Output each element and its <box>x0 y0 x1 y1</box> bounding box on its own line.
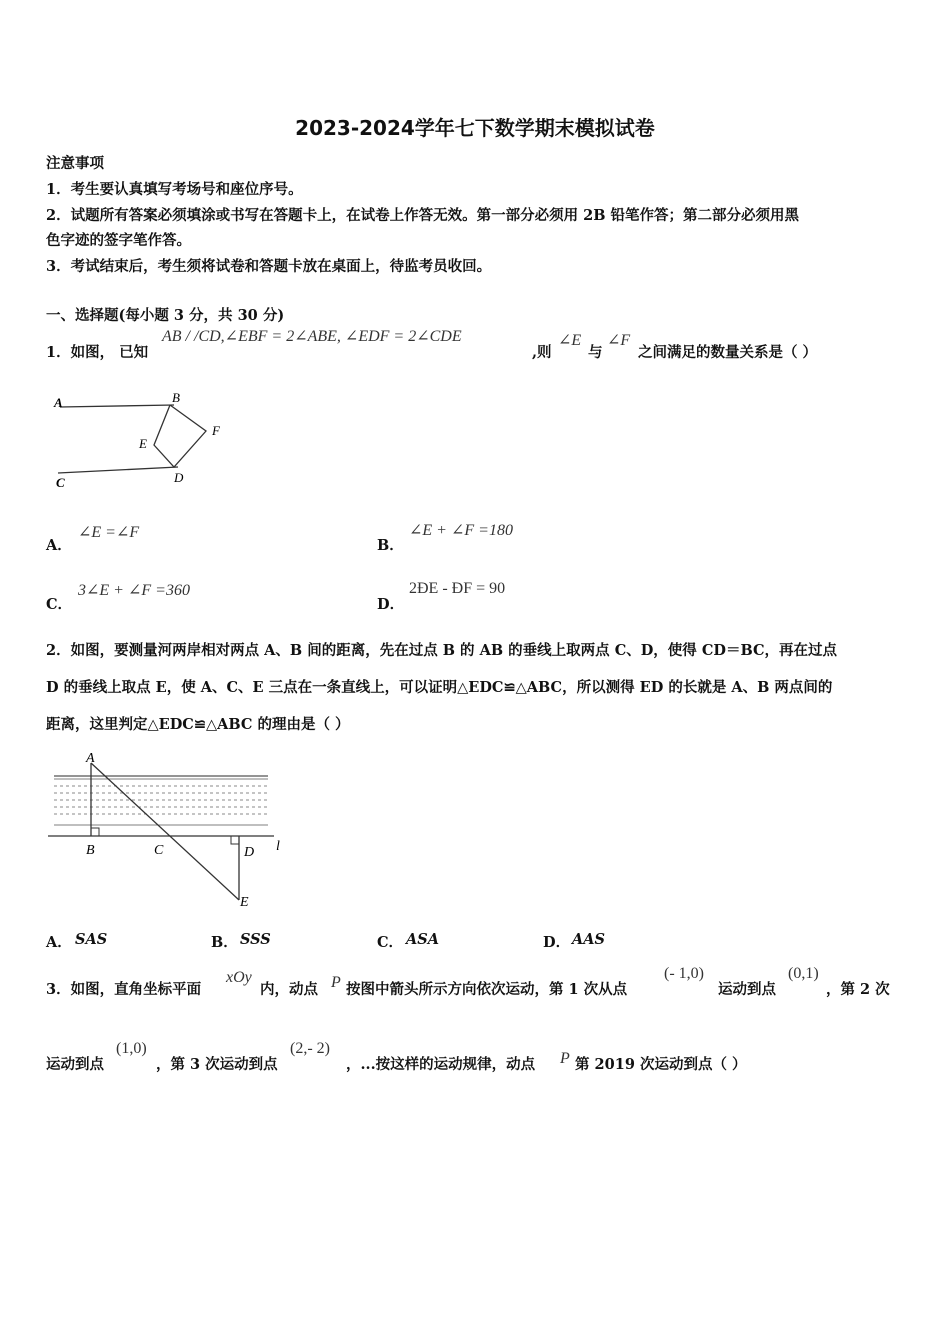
q1-option-a-label[interactable]: A． <box>46 537 72 554</box>
q3-text: 第 2019 次运动到点（ ） <box>575 1056 747 1073</box>
quadrilateral-befd <box>154 405 206 467</box>
q3-text: 3．如图，直角坐标平面 <box>46 981 202 998</box>
q3-math: (2,- 2) <box>290 1040 330 1057</box>
q1-figure <box>46 385 246 495</box>
line-cd <box>58 467 178 473</box>
q2-option-b[interactable]: SSS <box>240 931 271 948</box>
q1-option-d[interactable]: 2ÐE - ÐF = 90 <box>409 580 506 597</box>
notice-item: 色字迹的签字笔作答。 <box>46 232 191 249</box>
label-c: C <box>154 843 164 858</box>
label-b: B <box>86 843 95 858</box>
q3-text: 按图中箭头所示方向依次运动，第 1 次从点 <box>346 981 628 998</box>
q3-text: ，第 3 次运动到点 <box>156 1056 278 1073</box>
label-f: F <box>212 423 220 438</box>
q3-text: 运动到点 <box>718 981 776 998</box>
q1-option-d-label[interactable]: D． <box>377 596 405 613</box>
q1-mid2: 与 <box>588 344 603 361</box>
q2-option-a-label[interactable]: A． <box>46 934 72 951</box>
q2-option-a[interactable]: SAS <box>75 931 108 948</box>
q1-suffix: 之间满足的数量关系是（ ） <box>638 344 818 361</box>
right-angle-b <box>91 828 99 836</box>
q1-angle-e: ∠E <box>558 332 582 349</box>
notice-item: 1．考生要认真填写考场号和座位序号。 <box>46 181 303 198</box>
q3-text: ，第 2 次 <box>826 981 890 998</box>
q2-figure <box>46 748 296 913</box>
q2-option-c-label[interactable]: C． <box>377 934 404 951</box>
notice-item: 3．考试结束后，考生须将试卷和答题卡放在桌面上，待监考员收回。 <box>46 258 492 275</box>
q1-prefix: 1．如图， 已知 <box>46 344 149 361</box>
q1-option-c-label[interactable]: C． <box>46 596 73 613</box>
q2-option-d-label[interactable]: D． <box>543 934 571 951</box>
section-heading: 一、选择题(每小题 3 分，共 30 分) <box>46 307 285 324</box>
right-angle-d <box>231 836 239 844</box>
q3-math: (0,1) <box>788 965 819 982</box>
q2-line-3: 距离，这里判定△EDC≌△ABC 的理由是（ ） <box>46 716 350 733</box>
label-a: A <box>54 395 63 410</box>
q3-math: (- 1,0) <box>664 965 704 982</box>
q3-text: 运动到点 <box>46 1056 104 1073</box>
q1-mid1: ,则 <box>532 344 552 361</box>
page-title: 2023-2024学年七下数学期末模拟试卷 <box>295 116 655 140</box>
q3-text: 内，动点 <box>260 981 318 998</box>
q1-condition: AB / /CD,∠EBF = 2∠ABE, ∠EDF = 2∠CDE <box>162 328 462 345</box>
notice-heading: 注意事项 <box>46 155 104 172</box>
label-l: l <box>276 839 280 854</box>
label-b: B <box>172 390 180 405</box>
label-d: D <box>174 470 184 485</box>
q3-text: ，...按这样的运动规律，动点 <box>346 1056 536 1073</box>
line-ab <box>60 405 174 407</box>
q1-option-c[interactable]: 3∠E + ∠F =360 <box>78 582 190 599</box>
q3-math: P <box>331 974 341 991</box>
label-d: D <box>244 845 255 860</box>
notice-item: 2．试题所有答案必须填涂或书写在答题卡上，在试卷上作答无效。第一部分必须用 2B 铅笔作答；第二部分必须用黑 <box>46 207 800 224</box>
q3-math: (1,0) <box>116 1040 147 1057</box>
q2-option-d[interactable]: AAS <box>572 931 605 948</box>
segment-ae <box>91 763 239 900</box>
q2-line-2: D 的垂线上取点 E，使 A、C、E 三点在一条直线上，可以证明△EDC≌△ABC，所以测得 ED 的长就是 A、B 两点间的 <box>46 679 833 696</box>
label-c: C <box>56 475 65 490</box>
label-a: A <box>86 751 95 766</box>
q2-line-1: 2．如图，要测量河两岸相对两点 A、B 间的距离，先在过点 B 的 AB 的垂线上取两点 C、D，使得 CD＝BC，再在过点 <box>46 642 838 659</box>
label-e: E <box>139 436 147 451</box>
q1-option-a[interactable]: ∠E =∠F <box>78 524 140 541</box>
q1-option-b[interactable]: ∠E + ∠F =180 <box>409 522 513 539</box>
q3-math: P <box>560 1050 570 1067</box>
q1-option-b-label[interactable]: B． <box>377 537 404 554</box>
q3-math: xOy <box>226 969 252 986</box>
q1-angle-f: ∠F <box>607 332 631 349</box>
label-e: E <box>240 895 249 910</box>
q2-option-c[interactable]: ASA <box>406 931 439 948</box>
q2-option-b-label[interactable]: B． <box>211 934 238 951</box>
